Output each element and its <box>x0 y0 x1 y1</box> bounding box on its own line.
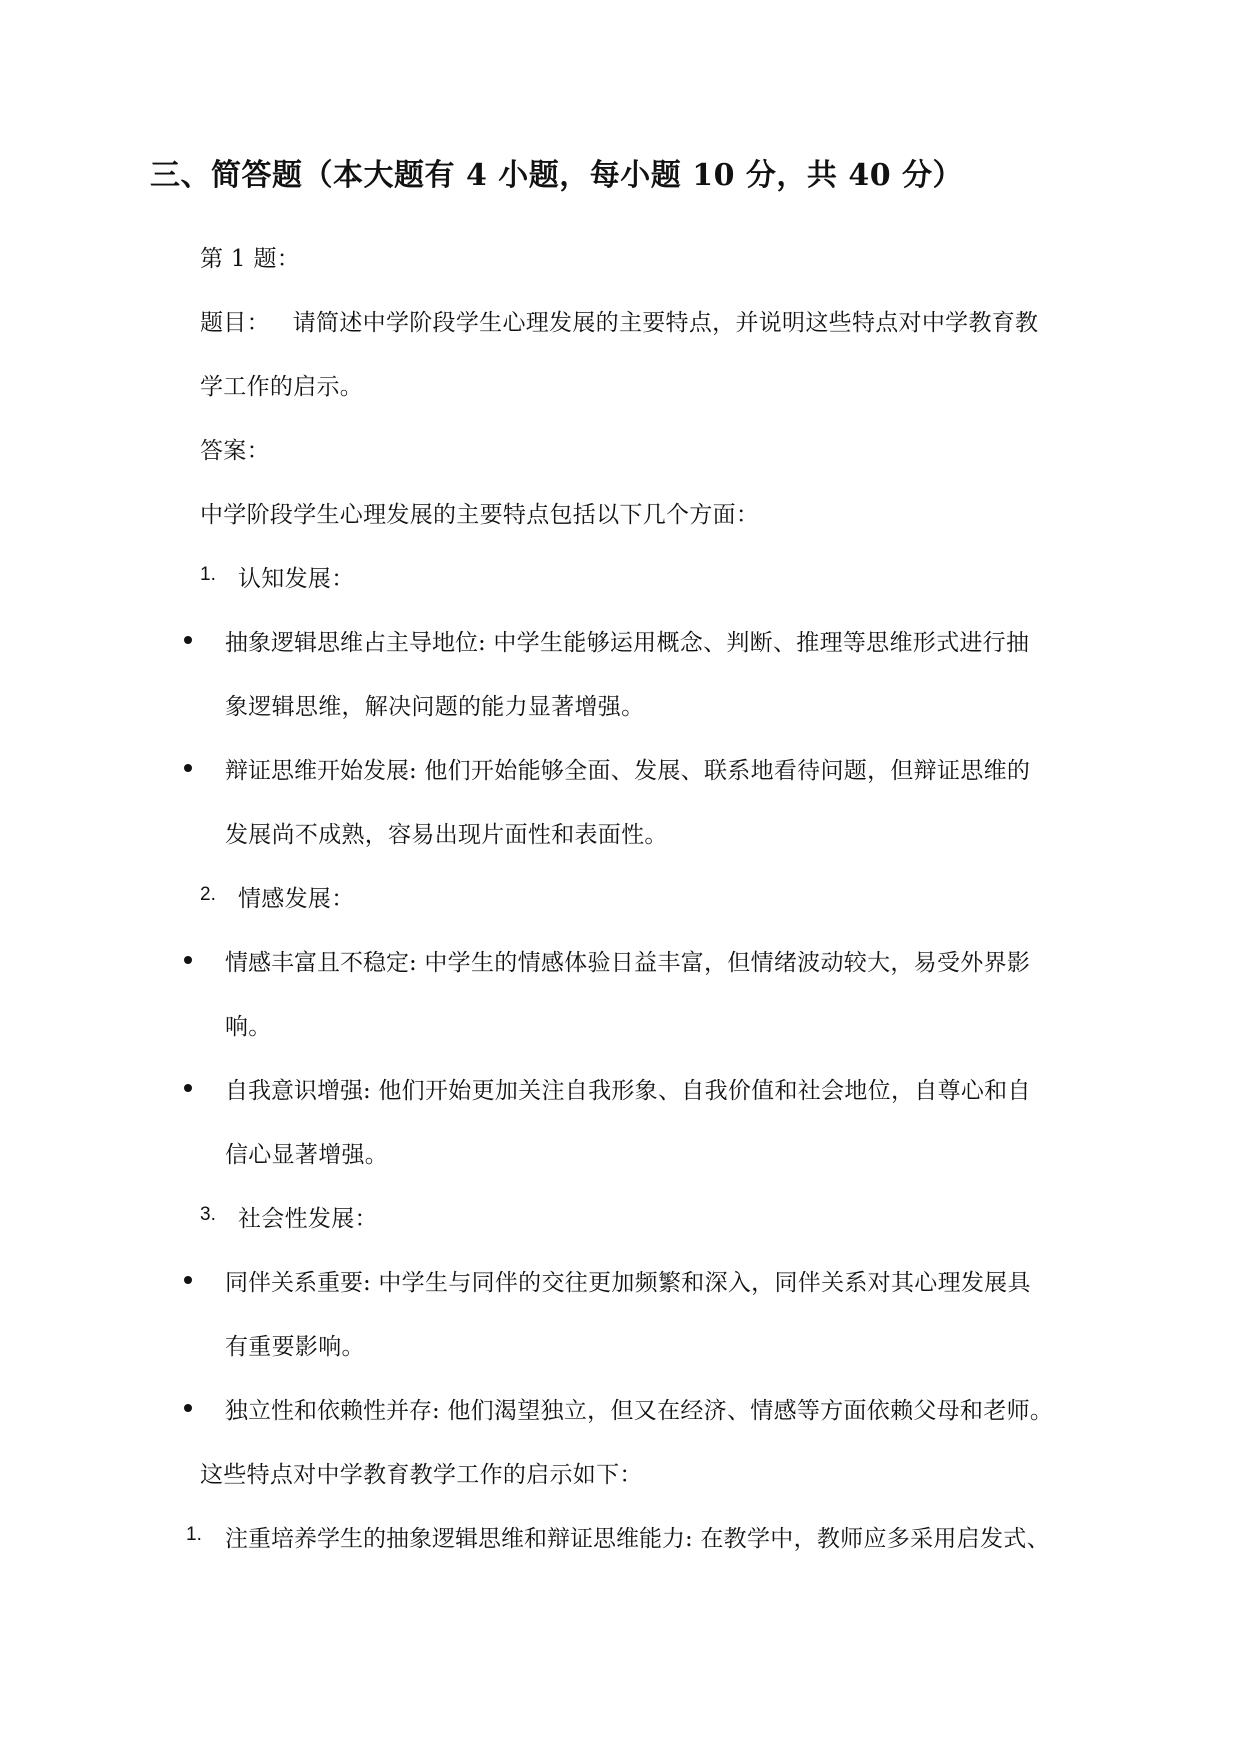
bullet-icon <box>184 956 192 964</box>
bullet-icon <box>184 1404 192 1412</box>
bullet-3-2-line-1 <box>225 1392 1053 1425</box>
bullet-2-2-text: 他们开始更加关注自我形象、自我价值和社会地位，自尊心和自 <box>378 1078 1031 1104</box>
bullet-3-1-text: 中学生与同伴的交往更加频繁和深入，同伴关系对其心理发展具 <box>378 1270 1031 1296</box>
bullet-icon <box>184 636 192 644</box>
question-line-1 <box>200 304 1038 337</box>
bullet-1-1-text: 中学生能够运用概念、判断、推理等思维形式进行抽 <box>493 630 1030 656</box>
answer-label: 答案： <box>200 438 270 464</box>
bullet-1-2-label: 辩证思维开始发展: <box>225 758 417 784</box>
implication-1-text: 在教学中，教师应多采用启发式、 <box>700 1526 1050 1552</box>
implications-intro: 这些特点对中学教育教学工作的启示如下： <box>200 1462 643 1488</box>
bullet-1-1-label: 抽象逻辑思维占主导地位: <box>225 630 486 656</box>
bullet-2-1-line-1 <box>225 944 1030 977</box>
question-text-1: 请简述中学阶段学生心理发展的主要特点，并说明这些特点对中学教育教 <box>292 310 1039 336</box>
bullet-2-2-label: 自我意识增强: <box>225 1078 371 1104</box>
point-1-title: 认知发展： <box>238 566 355 592</box>
bullet-1-2-line-2: 发展尚不成熟，容易出现片面性和表面性。 <box>225 822 668 848</box>
point-3-number: 3. <box>200 1204 216 1225</box>
bullet-1-2-text: 他们开始能够全面、发展、联系地看待问题，但辩证思维的 <box>424 758 1031 784</box>
point-2-number: 2. <box>200 884 216 905</box>
bullet-3-1-label: 同伴关系重要: <box>225 1270 371 1296</box>
bullet-3-2-label: 独立性和依赖性并存: <box>225 1398 440 1424</box>
bullet-2-1-label: 情感丰富且不稳定: <box>225 950 417 976</box>
question-prefix: 题目： <box>200 310 270 336</box>
bullet-3-1-line-2: 有重要影响。 <box>225 1334 365 1360</box>
implication-1-label: 注重培养学生的抽象逻辑思维和辩证思维能力: <box>225 1526 693 1552</box>
bullet-1-1-line-2: 象逻辑思维，解决问题的能力显著增强。 <box>225 694 645 720</box>
point-3-title: 社会性发展： <box>238 1206 378 1232</box>
bullet-2-1-text: 中学生的情感体验日益丰富，但情绪波动较大，易受外界影 <box>424 950 1031 976</box>
bullet-2-1-line-2: 响。 <box>225 1014 272 1040</box>
point-2-title: 情感发展： <box>238 886 355 912</box>
implication-1-number: 1. <box>186 1524 202 1545</box>
bullet-icon <box>184 764 192 772</box>
point-1-number: 1. <box>200 564 216 585</box>
bullet-3-1-line-1 <box>225 1264 1031 1297</box>
bullet-2-2-line-1 <box>225 1072 1031 1105</box>
bullet-1-2-line-1 <box>225 752 1030 785</box>
implication-1-line <box>225 1520 1050 1553</box>
section-title: 三、简答题（本大题有 4 小题，每小题 10 分，共 40 分） <box>150 158 964 193</box>
bullet-icon <box>184 1084 192 1092</box>
bullet-2-2-line-2: 信心显著增强。 <box>225 1142 389 1168</box>
bullet-3-2-text: 他们渴望独立，但又在经济、情感等方面依赖父母和老师。 <box>447 1398 1054 1424</box>
answer-intro: 中学阶段学生心理发展的主要特点包括以下几个方面： <box>200 502 760 528</box>
bullet-1-1-line-1 <box>225 624 1029 657</box>
question-line-2: 学工作的启示。 <box>200 374 364 400</box>
question-number: 第 1 题： <box>200 246 301 272</box>
bullet-icon <box>184 1276 192 1284</box>
